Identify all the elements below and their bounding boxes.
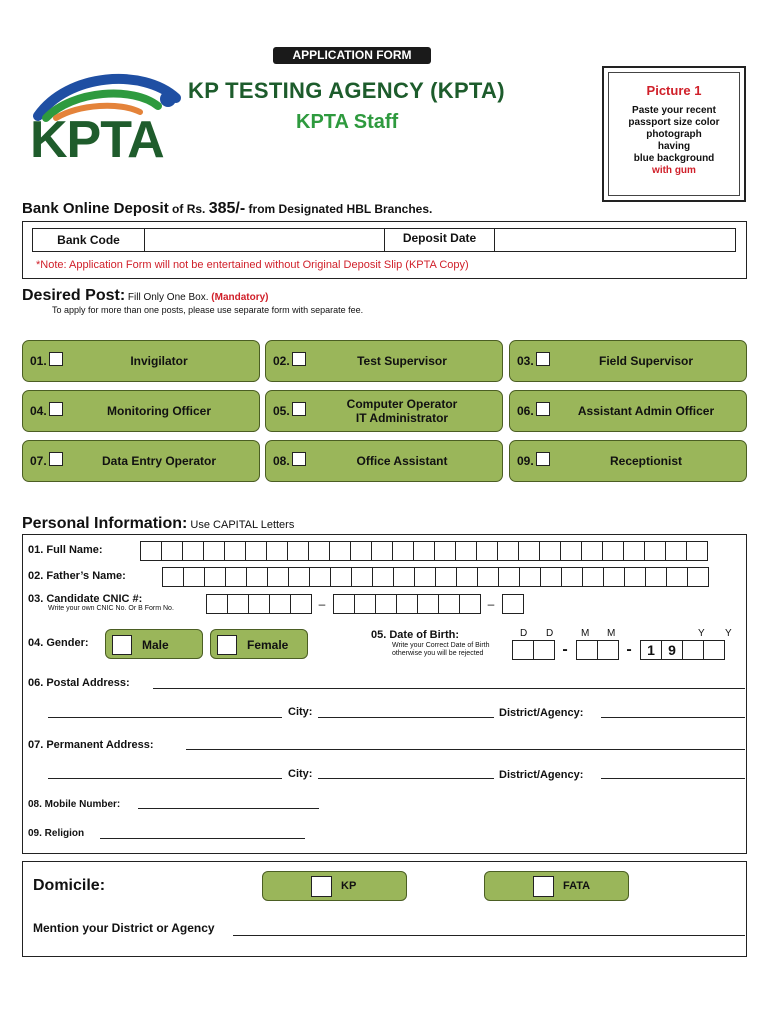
deposit-date-label: Deposit Date: [385, 229, 495, 251]
photo-instruction-line: blue background: [633, 153, 715, 164]
post-number: 09.: [517, 454, 534, 468]
dob-input[interactable]: [512, 640, 724, 660]
bank-row: [32, 228, 736, 252]
personal-info-title: Personal Information:: [22, 515, 188, 532]
char-cell[interactable]: [518, 541, 540, 561]
char-cell[interactable]: [455, 541, 477, 561]
char-cell[interactable]: [203, 541, 225, 561]
domicile-fata-option[interactable]: [484, 871, 629, 901]
photo-instruction-line: passport size color: [628, 117, 720, 128]
dob-year-cell: 1: [640, 640, 662, 660]
gender-label: 04. Gender:: [28, 637, 89, 649]
permanent-address-label: 07. Permanent Address:: [28, 739, 154, 751]
dob-letter-d1: D: [520, 628, 528, 639]
cnic-sublabel: Write your own CNIC No. Or B Form No.: [48, 605, 174, 612]
post-checkbox[interactable]: [292, 452, 306, 466]
post-label: Field Supervisor: [598, 354, 694, 368]
dob-dash: -: [626, 641, 632, 658]
cnic-input[interactable]: [206, 594, 523, 614]
char-cell[interactable]: [161, 541, 183, 561]
char-cell[interactable]: [396, 594, 418, 614]
bank-heading-of: of Rs.: [168, 202, 209, 216]
postal-city-input[interactable]: [318, 717, 494, 718]
post-label: Data Entry Operator: [101, 454, 217, 468]
dob-month-cell[interactable]: [576, 640, 598, 660]
char-cell[interactable]: [476, 541, 498, 561]
religion-label: 09. Religion: [28, 828, 85, 839]
char-cell[interactable]: [413, 541, 435, 561]
desired-post-subtext: To apply for more than one posts, please use separate form with separate fee.: [52, 305, 364, 315]
char-cell[interactable]: [393, 567, 415, 587]
cnic-label: 03. Candidate CNIC #:: [28, 593, 143, 605]
photo-instruction-line: having: [657, 141, 691, 152]
post-option-monitoring-officer[interactable]: [22, 390, 260, 432]
bank-amount: 385/-: [208, 200, 246, 217]
district-agency-label: Mention your District or Agency: [33, 921, 215, 935]
char-cell[interactable]: [456, 567, 478, 587]
char-cell[interactable]: [354, 594, 376, 614]
char-cell[interactable]: [686, 541, 708, 561]
char-cell[interactable]: [582, 567, 604, 587]
char-cell[interactable]: [602, 541, 624, 561]
char-cell[interactable]: [623, 541, 645, 561]
post-checkbox[interactable]: [536, 452, 550, 466]
photo-box-inner: [608, 72, 740, 196]
char-cell[interactable]: [329, 541, 351, 561]
post-number: 08.: [273, 454, 290, 468]
char-cell[interactable]: [417, 594, 439, 614]
permanent-district-input[interactable]: [601, 778, 745, 779]
dob-year-cell[interactable]: [703, 640, 725, 660]
post-number: 03.: [517, 354, 534, 368]
personal-info-instruction: Use CAPITAL Letters: [187, 519, 295, 531]
post-number: 02.: [273, 354, 290, 368]
char-cell[interactable]: [502, 594, 524, 614]
photo-instruction-line: Paste your recent: [632, 105, 716, 116]
char-cell[interactable]: [330, 567, 352, 587]
char-cell[interactable]: [371, 541, 393, 561]
father-name-label: 02. Father’s Name:: [28, 570, 126, 582]
religion-input[interactable]: [100, 838, 305, 839]
char-cell[interactable]: [665, 541, 687, 561]
dob-year-cell[interactable]: [682, 640, 704, 660]
domicile-kp-checkbox[interactable]: [311, 876, 332, 897]
post-number: 07.: [30, 454, 47, 468]
char-cell[interactable]: [560, 541, 582, 561]
desired-post-heading: [22, 287, 269, 305]
postal-address-line[interactable]: [153, 688, 745, 689]
post-label: Computer Operator IT Administrator: [346, 397, 458, 425]
char-cell[interactable]: [162, 567, 184, 587]
char-cell[interactable]: [140, 541, 162, 561]
post-checkbox[interactable]: [292, 352, 306, 366]
dob-letter-m1: M: [581, 628, 590, 639]
char-cell[interactable]: [375, 594, 397, 614]
char-cell[interactable]: [224, 541, 246, 561]
post-option-office-assistant[interactable]: [265, 440, 503, 482]
char-cell[interactable]: [269, 594, 291, 614]
char-cell[interactable]: [245, 541, 267, 561]
photo-box-title: Picture 1: [646, 83, 702, 98]
postal-district-label: District/Agency:: [499, 707, 584, 719]
post-checkbox[interactable]: [49, 452, 63, 466]
char-cell[interactable]: [561, 567, 583, 587]
dob-letter-d2: D: [546, 628, 554, 639]
char-cell[interactable]: [246, 567, 268, 587]
domicile-heading: Domicile:: [33, 877, 106, 894]
char-cell[interactable]: [372, 567, 394, 587]
permanent-address-line[interactable]: [186, 749, 745, 750]
post-checkbox[interactable]: [536, 352, 550, 366]
mobile-number-label: 08. Mobile Number:: [28, 799, 121, 810]
char-cell[interactable]: [227, 594, 249, 614]
bank-code-label: Bank Code: [33, 229, 145, 251]
post-number: 06.: [517, 404, 534, 418]
deposit-date-input[interactable]: [495, 229, 735, 251]
post-option-invigilator[interactable]: [22, 340, 260, 382]
postal-city-label: City:: [288, 706, 313, 718]
permanent-district-label: District/Agency:: [499, 769, 584, 781]
char-cell[interactable]: [498, 567, 520, 587]
char-cell[interactable]: [624, 567, 646, 587]
post-checkbox[interactable]: [49, 352, 63, 366]
char-cell[interactable]: [287, 541, 309, 561]
post-option-computer-operator[interactable]: [265, 390, 503, 432]
dob-letter-m2: M: [607, 628, 616, 639]
page-subtitle: KPTA Staff: [296, 111, 399, 133]
permanent-address-line-2[interactable]: [48, 778, 282, 779]
char-cell[interactable]: [267, 567, 289, 587]
char-cell[interactable]: [644, 541, 666, 561]
gender-female-checkbox[interactable]: [217, 635, 237, 655]
char-cell[interactable]: [182, 541, 204, 561]
char-cell[interactable]: [540, 567, 562, 587]
char-cell[interactable]: [459, 594, 481, 614]
desired-post-title: Desired Post:: [22, 287, 126, 304]
domicile-kp-option[interactable]: [262, 871, 407, 901]
char-cell[interactable]: [309, 567, 331, 587]
bank-deposit-heading: [22, 200, 432, 218]
domicile-fata-label: FATA: [563, 880, 591, 892]
char-cell[interactable]: [290, 594, 312, 614]
dob-letter-y2: Y: [725, 628, 732, 639]
char-cell[interactable]: [539, 541, 561, 561]
char-cell[interactable]: [414, 567, 436, 587]
dob-sublabel-1: Write your Correct Date of Birth: [392, 642, 490, 649]
char-cell[interactable]: [308, 541, 330, 561]
dob-year-cell: 9: [661, 640, 683, 660]
char-cell[interactable]: [204, 567, 226, 587]
post-checkbox[interactable]: [536, 402, 550, 416]
dob-day-cell[interactable]: [533, 640, 555, 660]
dob-day-cell[interactable]: [512, 640, 534, 660]
post-label: Monitoring Officer: [107, 404, 211, 418]
char-cell[interactable]: [288, 567, 310, 587]
dob-letter-y1: Y: [698, 628, 705, 639]
gender-female-option[interactable]: [210, 629, 308, 659]
full-name-input[interactable]: [140, 541, 707, 561]
char-cell[interactable]: [350, 541, 372, 561]
photo-box[interactable]: [602, 66, 746, 202]
domicile-kp-label: KP: [341, 880, 357, 892]
dob-dash: -: [562, 641, 568, 658]
permanent-city-label: City:: [288, 768, 313, 780]
bank-heading-main: Bank Online Deposit: [22, 200, 169, 217]
char-cell[interactable]: [351, 567, 373, 587]
cnic-dash: –: [318, 597, 326, 611]
char-cell[interactable]: [434, 541, 456, 561]
char-cell[interactable]: [519, 567, 541, 587]
char-cell[interactable]: [645, 567, 667, 587]
dob-month-cell[interactable]: [597, 640, 619, 660]
post-label: Receptionist: [609, 454, 682, 468]
char-cell[interactable]: [438, 594, 460, 614]
char-cell[interactable]: [392, 541, 414, 561]
mandatory-label: (Mandatory): [211, 292, 269, 303]
permanent-city-input[interactable]: [318, 778, 494, 779]
char-cell[interactable]: [333, 594, 355, 614]
post-option-test-supervisor[interactable]: [265, 340, 503, 382]
post-label: Office Assistant: [356, 454, 448, 468]
char-cell[interactable]: [603, 567, 625, 587]
gender-male-label: Male: [142, 638, 169, 652]
post-option-assistant-admin-officer[interactable]: [509, 390, 747, 432]
deposit-note: *Note: Application Form will not be entertained without Original Deposit Slip (KPTA Copy): [36, 259, 469, 271]
postal-district-input[interactable]: [601, 717, 745, 718]
char-cell[interactable]: [666, 567, 688, 587]
char-cell[interactable]: [248, 594, 270, 614]
father-name-input[interactable]: [162, 567, 708, 587]
photo-instruction-line: photograph: [646, 129, 702, 140]
post-option-field-supervisor[interactable]: [509, 340, 747, 382]
personal-info-heading: [22, 515, 294, 533]
photo-instruction-gum: with gum: [652, 165, 696, 176]
char-cell[interactable]: [206, 594, 228, 614]
post-option-receptionist[interactable]: [509, 440, 747, 482]
cnic-dash: –: [487, 597, 495, 611]
char-cell[interactable]: [497, 541, 519, 561]
char-cell[interactable]: [266, 541, 288, 561]
bank-heading-branches: from Designated HBL Branches.: [245, 202, 433, 216]
mobile-number-input[interactable]: [138, 808, 319, 809]
char-cell[interactable]: [687, 567, 709, 587]
domicile-fata-checkbox[interactable]: [533, 876, 554, 897]
char-cell[interactable]: [435, 567, 457, 587]
post-option-data-entry-operator[interactable]: [22, 440, 260, 482]
dob-label: 05. Date of Birth:: [371, 629, 460, 641]
char-cell[interactable]: [581, 541, 603, 561]
page-title: KP TESTING AGENCY (KPTA): [188, 78, 505, 103]
post-label: Test Supervisor: [357, 354, 447, 368]
kpta-logo-text: KPTA: [30, 111, 164, 169]
district-agency-input[interactable]: [233, 935, 745, 936]
post-number: 04.: [30, 404, 47, 418]
postal-address-label: 06. Postal Address:: [28, 677, 130, 689]
post-number: 01.: [30, 354, 47, 368]
char-cell[interactable]: [183, 567, 205, 587]
application-form-badge: APPLICATION FORM: [273, 47, 431, 64]
bank-code-input[interactable]: [145, 229, 385, 251]
post-label: Assistant Admin Officer: [577, 404, 715, 418]
dob-sublabel-2: otherwise you will be rejected: [392, 650, 484, 657]
post-checkbox[interactable]: [49, 402, 63, 416]
gender-female-label: Female: [247, 638, 289, 652]
post-number: 05.: [273, 404, 290, 418]
full-name-label: 01. Full Name:: [28, 544, 103, 556]
desired-post-instruction: Fill Only One Box.: [125, 292, 212, 303]
post-checkbox[interactable]: [292, 402, 306, 416]
char-cell[interactable]: [225, 567, 247, 587]
char-cell[interactable]: [477, 567, 499, 587]
gender-male-checkbox[interactable]: [112, 635, 132, 655]
gender-male-option[interactable]: [105, 629, 203, 659]
post-label: Invigilator: [130, 354, 188, 368]
postal-address-line-2[interactable]: [48, 717, 282, 718]
